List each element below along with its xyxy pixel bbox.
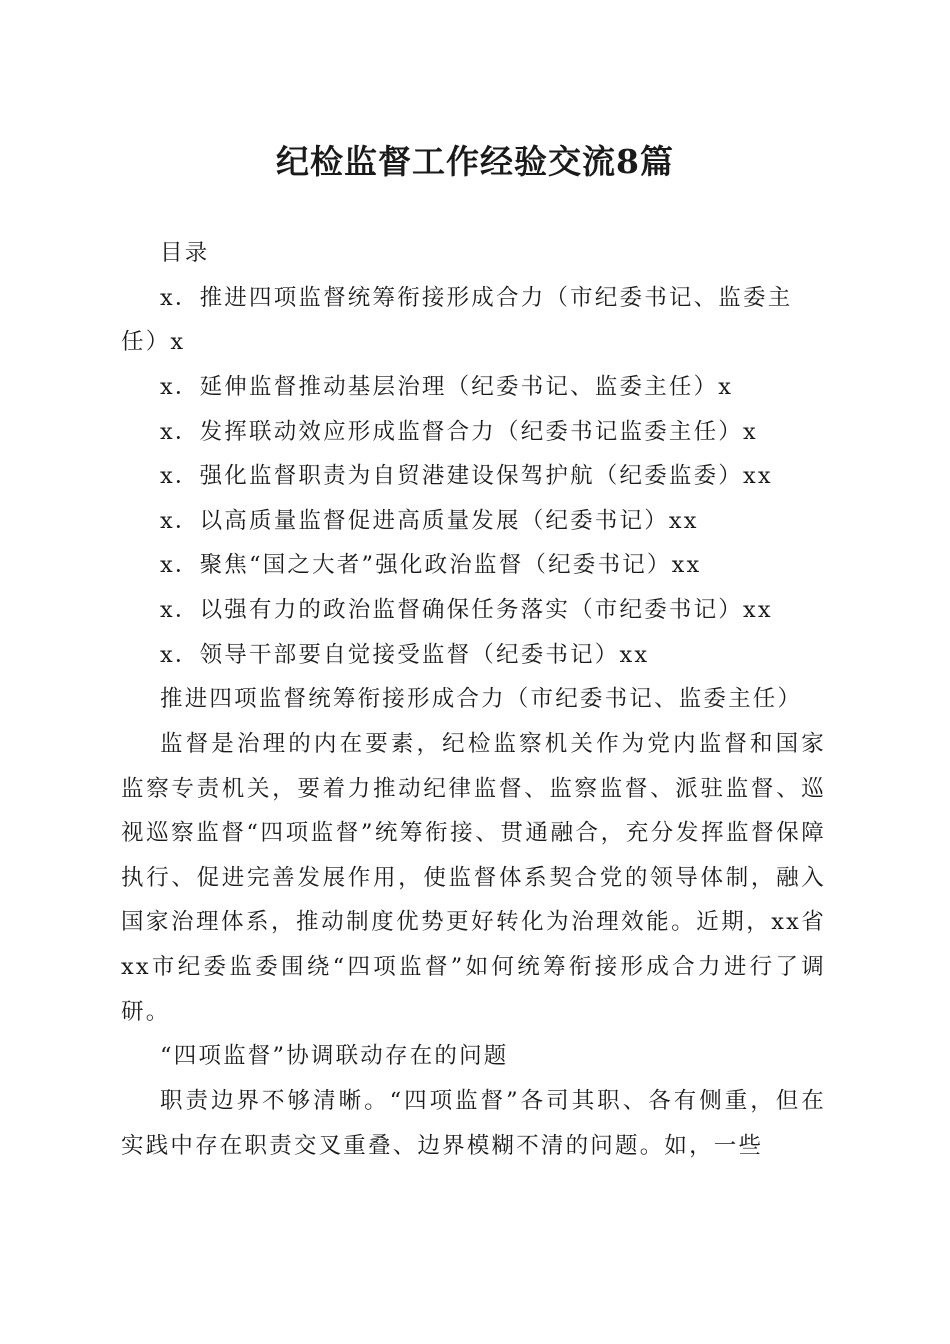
toc-item-1-cont: 任）x <box>121 329 186 355</box>
subheading: “四项监督”协调联动存在的问题 <box>160 1043 509 1069</box>
paragraph-1: 监督是治理的内在要素，纪检监察机关作为党内监督和国家监察专责机关，要着力推动纪律监督、监察监督、派驻监督、巡视巡察监督“四项监督”统筹衔接、贯通融合，充分发挥监督保障执行、促进完善发展作用，使监督体系契合党的领导体制，融入国家治理体系，推动制度优势更好转化为治理效能。近期，xx省xx市纪委监委围绕“四项监督”如何统筹衔接形成合力进行了调研。 <box>121 731 826 1025</box>
toc-heading: 目录 <box>160 240 210 266</box>
toc-item-7: x．以强有力的政治监督确保任务落实（市纪委书记）xx <box>160 597 773 623</box>
toc-item-3: x．发挥联动效应形成监督合力（纪委书记监委主任）x <box>160 419 758 445</box>
toc-item-6: x．聚焦“国之大者”强化政治监督（纪委书记）xx <box>160 552 702 578</box>
toc-item-1: x．推进四项监督统筹衔接形成合力（市纪委书记、监委主 <box>160 285 793 311</box>
toc-item-4: x．强化监督职责为自贸港建设保驾护航（纪委监委）xx <box>160 463 773 489</box>
toc-item-2: x．延伸监督推动基层治理（纪委书记、监委主任）x <box>160 374 734 400</box>
section-title: 推进四项监督统筹衔接形成合力（市纪委书记、监委主任） <box>160 686 803 712</box>
toc-item-5: x．以高质量监督促进高质量发展（纪委书记）xx <box>160 508 699 534</box>
paragraph-2: 职责边界不够清晰。“四项监督”各司其职、各有侧重，但在实践中存在职责交叉重叠、边界模糊不清的问题。如，一些 <box>121 1088 826 1159</box>
document-title: 纪检监督工作经验交流8篇 <box>276 142 674 181</box>
toc-item-8: x．领导干部要自觉接受监督（纪委书记）xx <box>160 642 650 668</box>
